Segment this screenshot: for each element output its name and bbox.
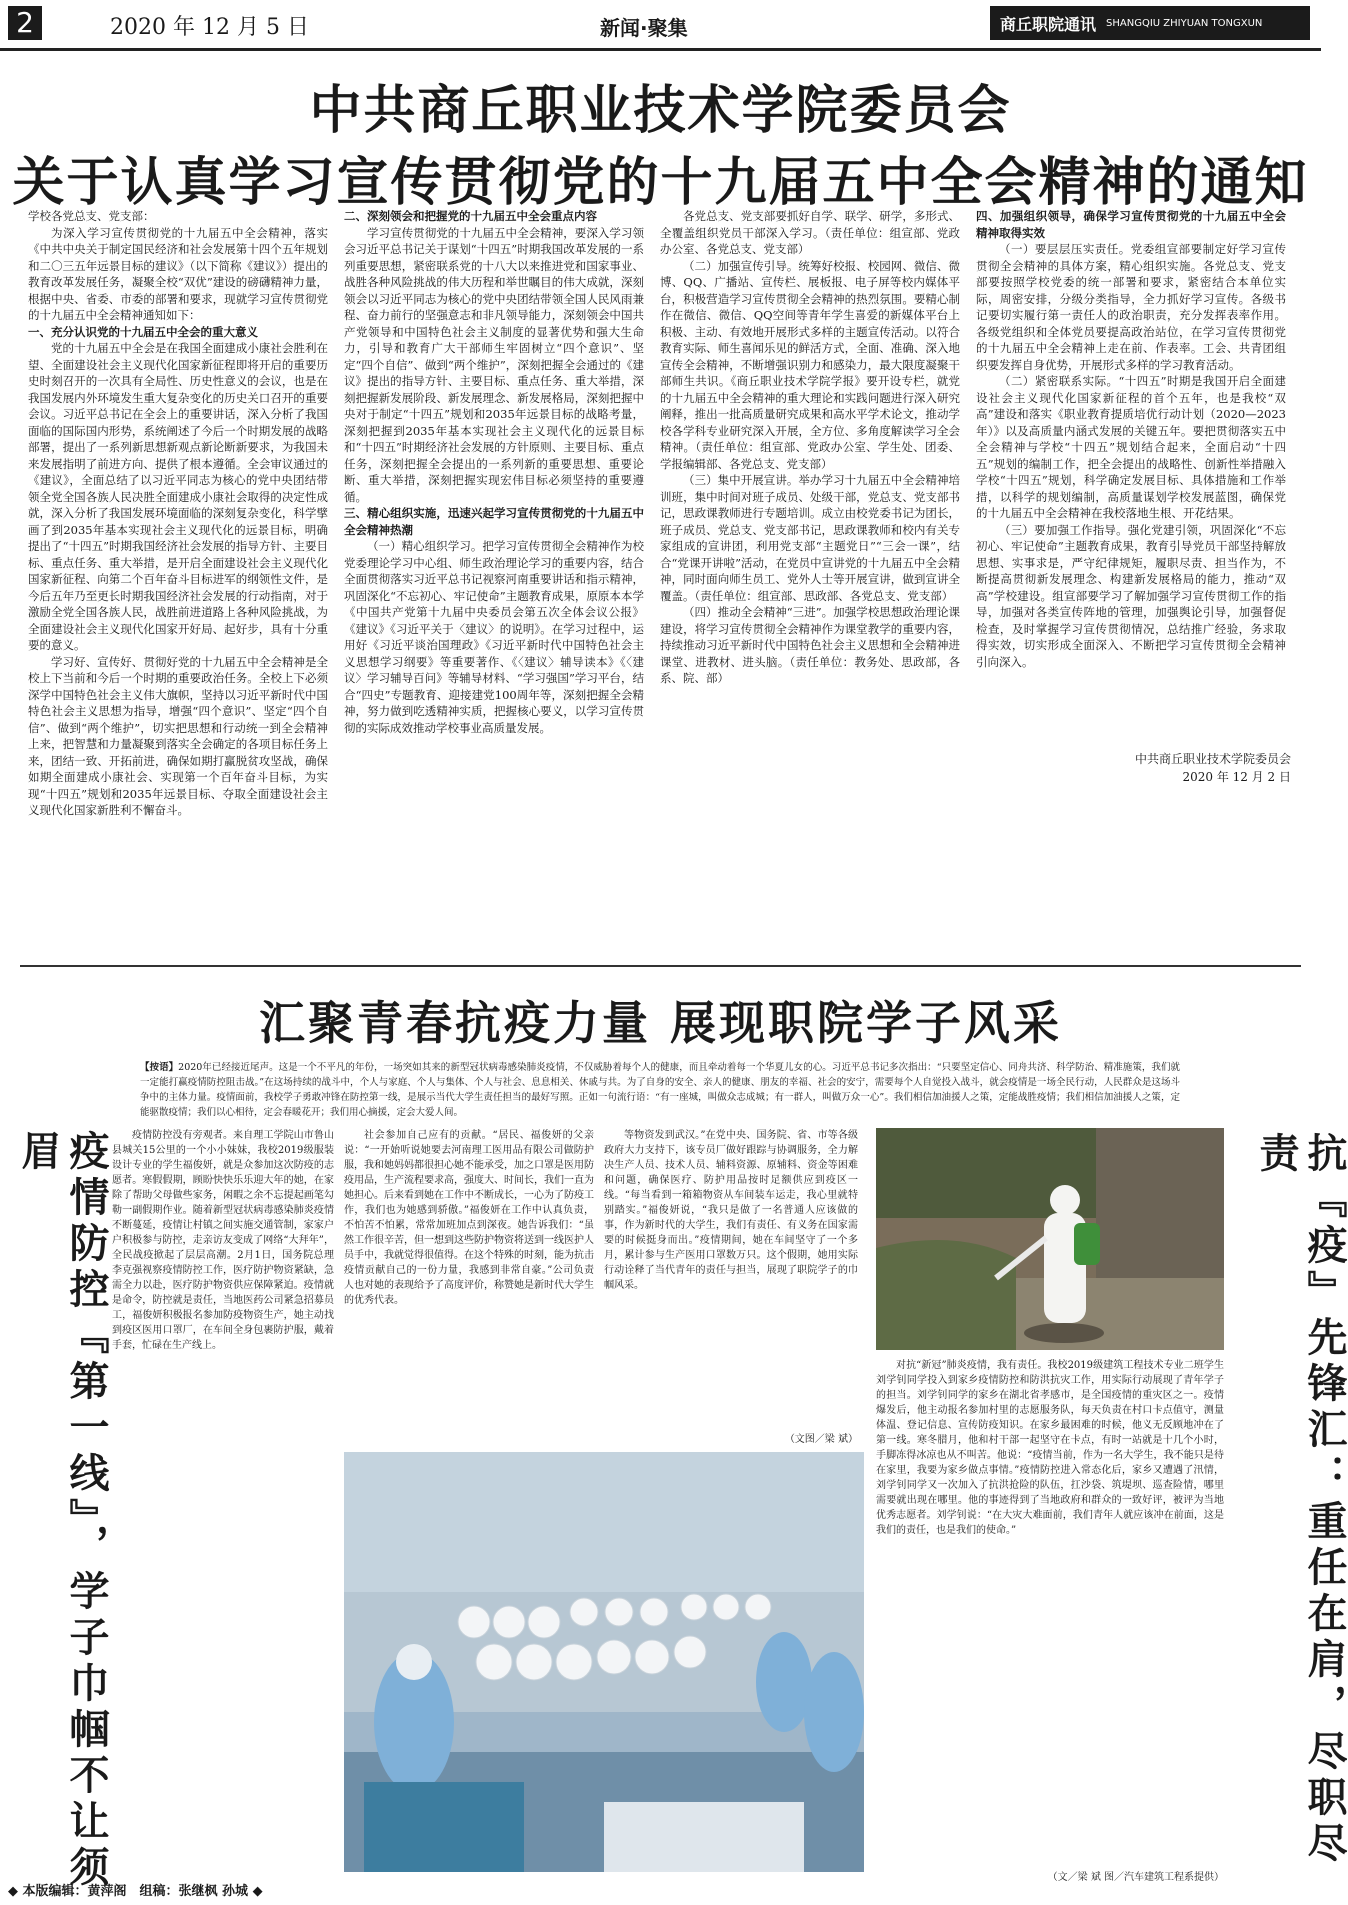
notice-column-4 <box>976 208 1286 738</box>
editor-note <box>140 1060 1180 1120</box>
paragraph: （四）推动全会精神“三进”。加强学校思想政治理论课建设，将学习宣传贯彻全会精神作为课堂教学的重要内容，持续推动习近平新时代中国特色社会主义思想和全会精神进课堂、进教材、进头脑。（责任单位：教务处、思政部，各系、院、部） <box>660 605 960 685</box>
paragraph: 等物资发到武汉。”在党中央、国务院、省、市等各级政府大力支持下，该专员厂做好跟踪与协调服务，全力解决生产人员、技术人员、辅料资源、原辅料、资金等困难和问题，确保医疗、防护用品按时足额供应到疫区一线。“每当看到一箱箱物资从车间装车运走，我心里就特别踏实。”福俊妍说，“我只是做了一名普通人应该做的事，作为新时代的大学生，我们有责任、有义务在国家需要的时候挺身而出。”疫情期间，她在车间坚守了一个多月，累计参与生产医用口罩数万只。这个假期，她用实际行动诠释了当代青年的责任与担当，展现了职院学子的巾帼风采。 <box>604 1130 858 1291</box>
notice-title-line1: 中共商丘职业技术学院委员会 <box>309 81 1012 141</box>
sprayer-photo <box>876 1128 1224 1350</box>
factory-photo-image <box>344 1452 864 1872</box>
story1-column-2 <box>344 1128 594 1426</box>
notice-column-2 <box>344 208 644 768</box>
paragraph: 各党总支、党支部要抓好自学、联学、研学，多形式、全覆盖组织党员干部深入学习。（责任单位：组宣部、党政办公室、各党总支、党支部） <box>660 209 960 256</box>
paragraph: 学习好、宣传好、贯彻好党的十九届五中全会精神是全校上下当前和今后一个时期的重要政治任务。全校上下必须深学中国特色社会主义伟大旗帜，坚持以习近平新时代中国特色社会主义思想为指导，增强“四个意识”、坚定“四个自信”、做到“两个维护”，切实把思想和行动统一到全会精神上来，把智慧和力量凝聚到落实全会确定的各项目标任务上来，团结一致、开拓前进，确保如期打赢脱贫攻坚战，确保如期全面建成小康社会、实现第一个百年奋斗目标，为实现“十四五”规划和2035年远景目标、夺取全面建设社会主义现代化国家新胜利不懈奋斗。 <box>28 654 328 817</box>
paper-name: 商丘职院通讯 <box>1000 14 1097 34</box>
page-number: 2 <box>8 6 42 40</box>
notice-column-1 <box>28 208 328 817</box>
section-heading-1: 一、充分认识党的十九届五中全会的重大意义 <box>28 324 258 339</box>
section-title: 新闻·聚集 <box>600 16 688 40</box>
note-label: 【按语】 <box>140 1062 179 1073</box>
paragraph: 社会参加自己应有的贡献。“居民、福俊妍的父亲说：“一开始听说她要去河南理工医用品有限公司做防护服，我和她妈妈都很担心她不能承受，加之口罩是医用防疫用品，生产流程要求高，强度大、时间长，我们一直为她担心。后来看到她在工作中不断成长，一心为了防疫工作，我们也为她感到骄傲。”福俊妍在工作中认真负责，不怕苦不怕累，常常加班加点到深夜。她告诉我们：“虽然工作很辛苦，但一想到这些防护物资将送到一线医护人员手中，我就觉得很值得。在这个特殊的时刻，能为抗击疫情贡献自己的一份力量，我感到非常自豪。”公司负责人也对她的表现给予了高度评价，称赞她是新时代大学生的优秀代表。 <box>344 1130 594 1306</box>
footer-editors: ◆ 本版编辑：黄萍阁 组稿：张继枫 孙城 ◆ <box>8 1884 263 1899</box>
story1-column-1 <box>112 1128 334 1876</box>
paragraph: （一）精心组织学习。把学习宣传贯彻全会精神作为校党委理论学习中心组、师生政治理论学习的重要内容，结合全面贯彻落实习近平总书记视察河南重要讲话和指示精神，巩固深化“不忘初心、牢记使命”主题教育成果，原原本本学《中国共产党第十九届中央委员会第五次全体会议公报》《建议》《习近平关于〈建议〉的说明》。在学习过程中，运用好《习近平谈治国理政》《习近平新时代中国特色社会主义思想学习纲要》等重要著作、《〈建议〉辅导读本》《〈建议〉学习辅导百问》等辅导材料、“学习强国”学习平台，结合“四史”专题教育、迎接建党100周年等，深刻把握全会精神，努力做到吃透精神实质，把握核心要义，以学习宣传贯彻的实际成效推动学校事业高质量发展。 <box>344 539 644 735</box>
note-text: 2020年已经接近尾声。这是一个不平凡的年份，一场突如其来的新型冠状病毒感染肺炎疫情，不仅威胁着每个人的健康，而且牵动着每一个华夏儿女的心。习近平总书记多次指出：“只要坚定信心、同舟共济、科学防治、精准施策，我们就一定能打赢疫情防控阻击战。”在这场持续的战斗中，个人与家庭、个人与集体、个人与社会、息息相关、休戚与共。为了自身的安全、亲人的健康、朋友的幸福、社会的安宁，需要每个人自觉投入战斗，就会疫情是一场全民行动，人民群众是这场斗争中的主体力量。疫情面前，我校学子勇敢冲锋在防控第一线，是展示当代大学生责任担当的最好写照。正如一句流行语：“有一座城，叫做众志成城；有一群人，叫做万众一心”。我们相信加油援人之策，定能战胜疫情；我们相信加油援人之策，定能驱散疫情；我们以心相待，定会春暖花开；我们用心摘援，定会大爱人间。 <box>140 1062 1180 1118</box>
section-heading-2: 二、深刻领会和把握党的十九届五中全会重点内容 <box>344 209 597 223</box>
left-vertical-title: 疫情防控『第一线』，学子巾帼不让须眉 <box>15 1130 110 1892</box>
section-divider <box>20 965 1301 967</box>
paragraph: 党的十九届五中全会是在我国全面建成小康社会胜利在望、全面建设社会主义现代化国家新征程即将开启的重要历史时刻召开的一次具有全局性、历史性意义的会议，也是在我国发展内外环境发生重大复杂变化的历史关口召开的重要会议。习近平总书记在全会上的重要讲话，深入分析了我国面临的国际国内形势，系统阐述了今后一个时期发展的战略部署，提出了一系列新思想新观点新论断新要求，为我国未来发展指明了前进方向、提供了根本遵循。全会审议通过的《建议》，全面总结了以习近平同志为核心的党中央团结带领全党全国各族人民决胜全面建成小康社会取得的决定性成就，深入分析了我国发展环境面临的深刻复杂变化，科学擘画了到2035年基本实现社会主义现代化的远景目标，明确提出了“十四五”时期我国经济社会发展的指导方针、主要目标、重点任务、重大举措，是开启全面建设社会主义现代化国家新征程、向第二个百年奋斗目标进军的纲领性文件，是今后五年乃至更长时期我国经济社会发展的行动指南，对于激励全党全国各族人民，战胜前进道路上各种风险挑战，为全面建设社会主义现代化国家开好局、起好步，具有十分重要的意义。 <box>28 341 328 652</box>
paper-logo <box>990 6 1310 40</box>
signature-date: 2020 年 12 月 2 日 <box>1182 770 1291 784</box>
notice-title-line2: 关于认真学习宣传贯彻党的十九届五中全会精神的通知 <box>12 153 1309 213</box>
sprayer-photo-image <box>876 1128 1224 1350</box>
paragraph: 对抗“新冠”肺炎疫情，我有责任。我校2019级建筑工程技术专业二班学生刘学钊同学投入到家乡疫情防控和防洪抗灾工作，用实际行动展现了青年学子的担当。刘学钊同学的家乡在湖北省孝感市，是全国疫情的重灾区之一。疫情爆发后，他主动报名参加村里的志愿服务队，每天负责在村口卡点值守，测量体温、登记信息、宣传防疫知识。在家乡最困难的时候，他义无反顾地冲在了第一线。寒冬腊月，他和村干部一起坚守在卡点，有时一站就是十几个小时，手脚冻得冰凉也从不叫苦。他说：“疫情当前，作为一名大学生，我不能只是待在家里，我要为家乡做点事情。”疫情防控进入常态化后，家乡又遭遇了汛情，刘学钊同学又一次加入了抗洪抢险的队伍，扛沙袋、筑堤坝、巡查险情，哪里需要就出现在哪里。他的事迹得到了当地政府和群众的一致好评，被评为当地优秀志愿者。刘学钊说：“在大灾大难面前，我们青年人就应该冲在前面，这是我们的责任，也是我们的使命。” <box>876 1360 1224 1536</box>
paragraph: （三）要加强工作指导。强化党建引领，巩固深化“不忘初心、牢记使命”主题教育成果，教育引导党员干部坚持解放思想、实事求是，严守纪律规矩，履职尽责、担当作为，不断提高贯彻新发展理念、构建新发展格局的能力，推动“双高”学校建设。组宣部要学习了解加强学习宣传贯彻工作的指导，加强对各类宣传阵地的管理，加强舆论引导，加强督促检查，及时掌握学习宣传贯彻情况，总结推广经验，务求取得实效，切实形成全面深入、不断把学习宣传贯彻全会精神引向深入。 <box>976 522 1286 669</box>
salutation: 学校各党总支、党支部： <box>28 209 155 223</box>
notice-signature <box>1135 750 1291 786</box>
story1-column-3 <box>604 1128 858 1426</box>
right-vertical-title: 抗『疫』先锋汇：重任在肩，尽职尽责 <box>1253 1132 1348 1868</box>
paragraph: （二）紧密联系实际。“十四五”时期是我国开启全面建设社会主义现代化国家新征程的首个五年，也是我校“双高”建设和落实《职业教育提质培优行动计划（2020—2023年）》以及高质量内涵式发展的关键五年。要把贯彻落实五中全会精神与学校“十四五”规划结合起来，全面启动“十四五”规划的编制工作，把全会提出的战略性、创新性举措融入学校“十四五”规划，科学确定发展目标、具体措施和工作举措，以科学的规划编制，高质量谋划学校发展蓝图，确保党的十九届五中全会精神在我校落地生根、开花结果。 <box>976 374 1286 520</box>
story2-credit: （文／梁 斌 图／汽车建筑工程系提供） <box>1047 1872 1224 1883</box>
story1-credit: （文图／梁 斌） <box>784 1434 858 1445</box>
feature-headline: 汇聚青春抗疫力量 展现职院学子风采 <box>258 996 1062 1050</box>
paragraph: （一）要层层压实责任。党委组宣部要制定好学习宣传贯彻全会精神的具体方案，精心组织实施。各党总支、党支部要按照学校党委的统一部署和要求，紧密结合本单位实际，周密安排，分级分类指导，全力抓好学习宣传。各级书记要切实履行第一责任人的政治职责，充分发挥表率作用。各级党组织和全体党员要提高政治站位，在学习宣传贯彻党的十九届五中全会精神上走在前、作表率。工会、共青团组织要发挥自身优势，开展形式多样的学习教育活动。 <box>976 242 1286 372</box>
signature-org: 中共商丘职业技术学院委员会 <box>1134 752 1291 766</box>
paragraph: 疫情防控没有旁观者。来自理工学院山市鲁山县城关15公里的一个小小妹妹，我校2019级服装设计专业的学生福俊妍，就是众参加这次防疫的志愿者。寒假假期，顾盼快快乐乐迎大年的她，在家除了帮助父母做些家务，闲暇之余不忘提起画笔勾勒一副假期作业。随着新型冠状病毒感染肺炎疫情不断蔓延，疫情让村镇之间实施交通管制，家家户户积极参与防控，走亲访友变成了网络“大拜年”，全民战疫掀起了层层高潮。2月1日，国务院总理李克强视察疫情防控工作，医疗防护物资紧缺，急需全力以赴，医疗防护物资供应保障紧迫。疫情就是命令，防控就是责任，当地医药公司紧急招募员工，福俊妍积极报名参加防疫物资生产，她主动找到疫区医用口罩厂，在车间全身包裹防护服，戴着手套，忙碌在生产线上。 <box>112 1130 334 1351</box>
paragraph: （二）加强宣传引导。统筹好校报、校园网、微信、微博、QQ、广播站、宣传栏、展板报、电子屏等校内媒体平台，积极营造学习宣传贯彻全会精神的热烈氛围。要精心制作在微信、微信、QQ空间等青年学生喜爱的新媒体平台上积极、主动、有效地开展形式多样的主题宣传活动。以符合教育实际、师生喜闻乐见的鲜活方式，全面、准确、深入地宣传全会精神，不断增强识别力和感染力，最大限度凝聚干部师生共识。《商丘职业技术学院学报》要开设专栏，就党的十九届五中全会精神的重大理论和实践问题进行深入研究阐释，推出一批高质量研究成果和高水平学术论文，推动学校各学科专业研究深入开展，全方位、多角度解读学习全会精神。（责任单位：组宣部、党政办公室、学生处、团委、学报编辑部、各党总支、党支部） <box>660 258 960 471</box>
paragraph: 学习宣传贯彻党的十九届五中全会精神，要深入学习领会习近平总书记关于谋划“十四五”时期我国改革发展的一系列重要思想，紧密联系党的十八大以来推进党和国家事业、战胜各种风险挑战的伟大历程和举世瞩目的伟大成就，深刻领会以习近平同志为核心的党中央团结带领全国人民风雨兼程、奋力前行的坚强意志和非凡领导能力，深刻领会中国共产党领导和中国特色社会主义制度的显著优势和强大生命力，引导和教育广大干部师生牢固树立“四个意识”、坚定“四个自信”、做到“两个维护”，深刻把握全会通过的《建议》提出的指导方针、主要目标、重点任务、重大举措，深刻把握新发展阶段、新发展理念、新发展格局，深刻把握中央对于制定“十四五”规划和2035年远景目标的战略考量，深刻把握到2035年基本实现社会主义现代化的远景目标和“十四五”时期经济社会发展的方针原则、主要目标、重点任务，深刻把握全会提出的一系列新的重要思想、重要论断、重大举措，深刻把握实现宏伟目标必须坚持的重要遵循。 <box>344 225 644 504</box>
paragraph: （三）集中开展宣讲。举办学习十九届五中全会精神培训班，集中时间对班子成员、处级干部，党总支、党支部书记，思政课教师进行专题培训。成立由校党委书记为团长，班子成员、党总支、党支部书记，思政课教师和校内有关专家组成的宣讲团，利用党支部“主题党日”“三会一课”，结合“党课开讲啦”活动，在党员中宣讲党的十九届五中全会精神，同时面向师生员工、党外人士等开展宣讲，做到宣讲全覆盖。（责任单位：组宣部、思政部、各党总支、党支部） <box>660 473 960 603</box>
issue-date: 2020 年 12 月 5 日 <box>110 15 309 40</box>
factory-photo <box>344 1452 864 1872</box>
section-heading-4: 四、加强组织领导，确保学习宣传贯彻党的十九届五中全会精神取得实效 <box>976 209 1286 240</box>
section-heading-3: 三、精心组织实施，迅速兴起学习宣传贯彻党的十九届五中全会精神热潮 <box>344 506 644 537</box>
paper-pinyin: SHANGQIU ZHIYUAN TONGXUN <box>1106 17 1263 29</box>
notice-column-3 <box>660 208 960 768</box>
story2-column <box>876 1358 1224 1866</box>
notice-intro: 为深入学习宣传贯彻党的十九届五中全会精神，落实《中共中央关于制定国民经济和社会发展第十四个五年规划和二〇三五年远景目标的建议》（以下简称《建议》）提出的教育改革发展任务，凝聚全校“双优”建设的磅礴精神力量，根据中央、省委、市委的部署和要求，现就学习宣传贯彻党的十九届五中全会精神通知如下： <box>28 225 328 322</box>
